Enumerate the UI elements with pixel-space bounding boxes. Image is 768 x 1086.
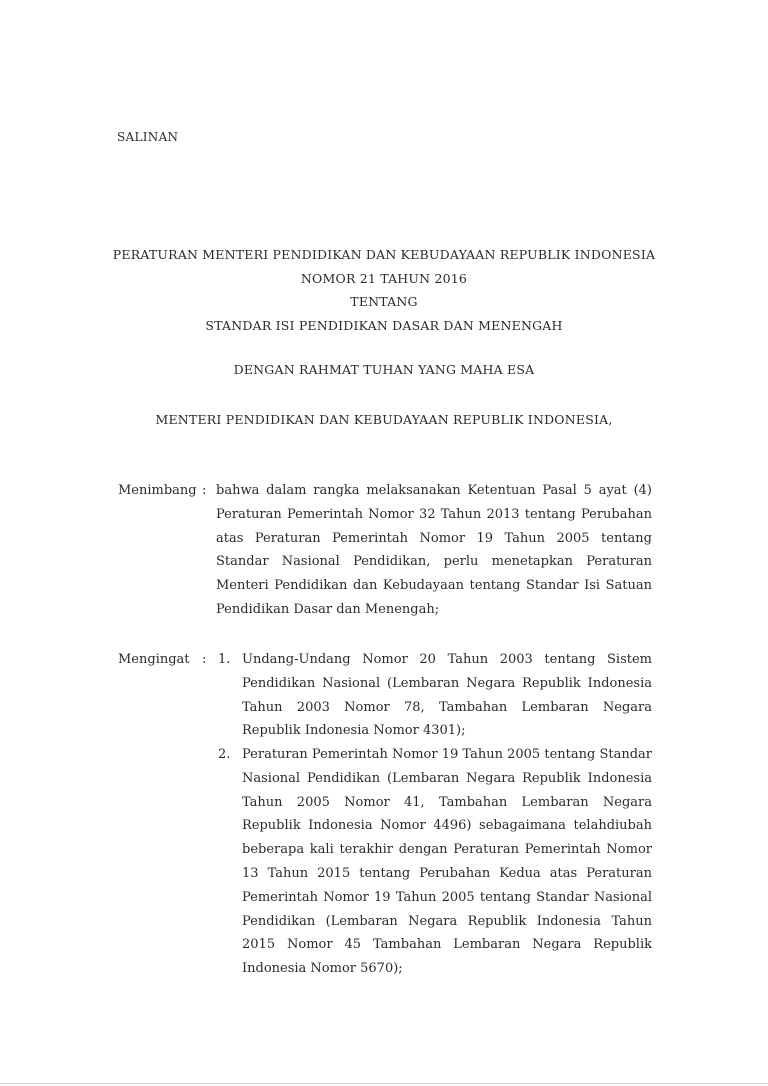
mengingat-item-2-text: Peraturan Pemerintah Nomor 19 Tahun 2005 tentang Standar Nasional Pendidikan (Lembaran Negara Republik Indonesia Tahun 2005 Nomor 41, Tambahan Lembaran Negara Republik Indonesia Nomor 4496) sebagaimana telahdiubah beberapa kali terakhir dengan Peraturan Pemerintah Nomor 13 Tahun 2015 tentang Perubahan Kedua atas Peraturan Pemerintah Nomor 19 Tahun 2005 tentang Standar Nasional Pendidikan (Lembaran Negara Republik Indonesia Tahun 2015 Nomor 45 Tambahan Lembaran Negara Republik Indonesia Nomor 5670); — [242, 747, 652, 977]
mengingat-colon: : — [202, 652, 207, 667]
mengingat-item-1-text: Undang-Undang Nomor 20 Tahun 2003 tentang Sistem Pendidikan Nasional (Lembaran Negara Republik Indonesia Tahun 2003 Nomor 78, Tambahan Lembaran Negara Republik Indonesia Nomor 4301); — [242, 652, 652, 739]
mengingat-item-2-number: 2. — [218, 747, 231, 762]
mengingat-item-1-number: 1. — [218, 652, 231, 667]
title-line-2: NOMOR 21 TAHUN 2016 — [300, 270, 468, 286]
salinan-label: SALINAN — [117, 130, 179, 144]
menimbang-label: Menimbang — [118, 483, 197, 498]
menteri-heading: MENTERI PENDIDIKAN DAN KEBUDAYAAN REPUBLIK INDONESIA, — [155, 412, 613, 427]
page-bottom-edge — [0, 1083, 768, 1084]
title-line-1: PERATURAN MENTERI PENDIDIKAN DAN KEBUDAYAAN REPUBLIK INDONESIA — [112, 247, 656, 262]
menimbang-text: bahwa dalam rangka melaksanakan Ketentuan Pasal 5 ayat (4) Peraturan Pemerintah Nomor 32 Tahun 2013 tentang Perubahan atas Peraturan Pemerintah Nomor 19 Tahun 2005 tentang Standar Nasional Pendidikan, perlu menetapkan Peraturan Menteri Pendidikan dan Kebudayaan tentang Standar Isi Satuan Pendidikan Dasar dan Menengah; — [216, 483, 652, 617]
rahmat-heading: DENGAN RAHMAT TUHAN YANG MAHA ESA — [233, 362, 535, 377]
menimbang-colon: : — [202, 483, 207, 498]
title-line-3: TENTANG — [350, 294, 418, 309]
mengingat-label: Mengingat — [118, 652, 190, 667]
regulation-title — [110, 243, 658, 337]
title-line-4: STANDAR ISI PENDIDIKAN DASAR DAN MENENGAH — [205, 317, 563, 333]
